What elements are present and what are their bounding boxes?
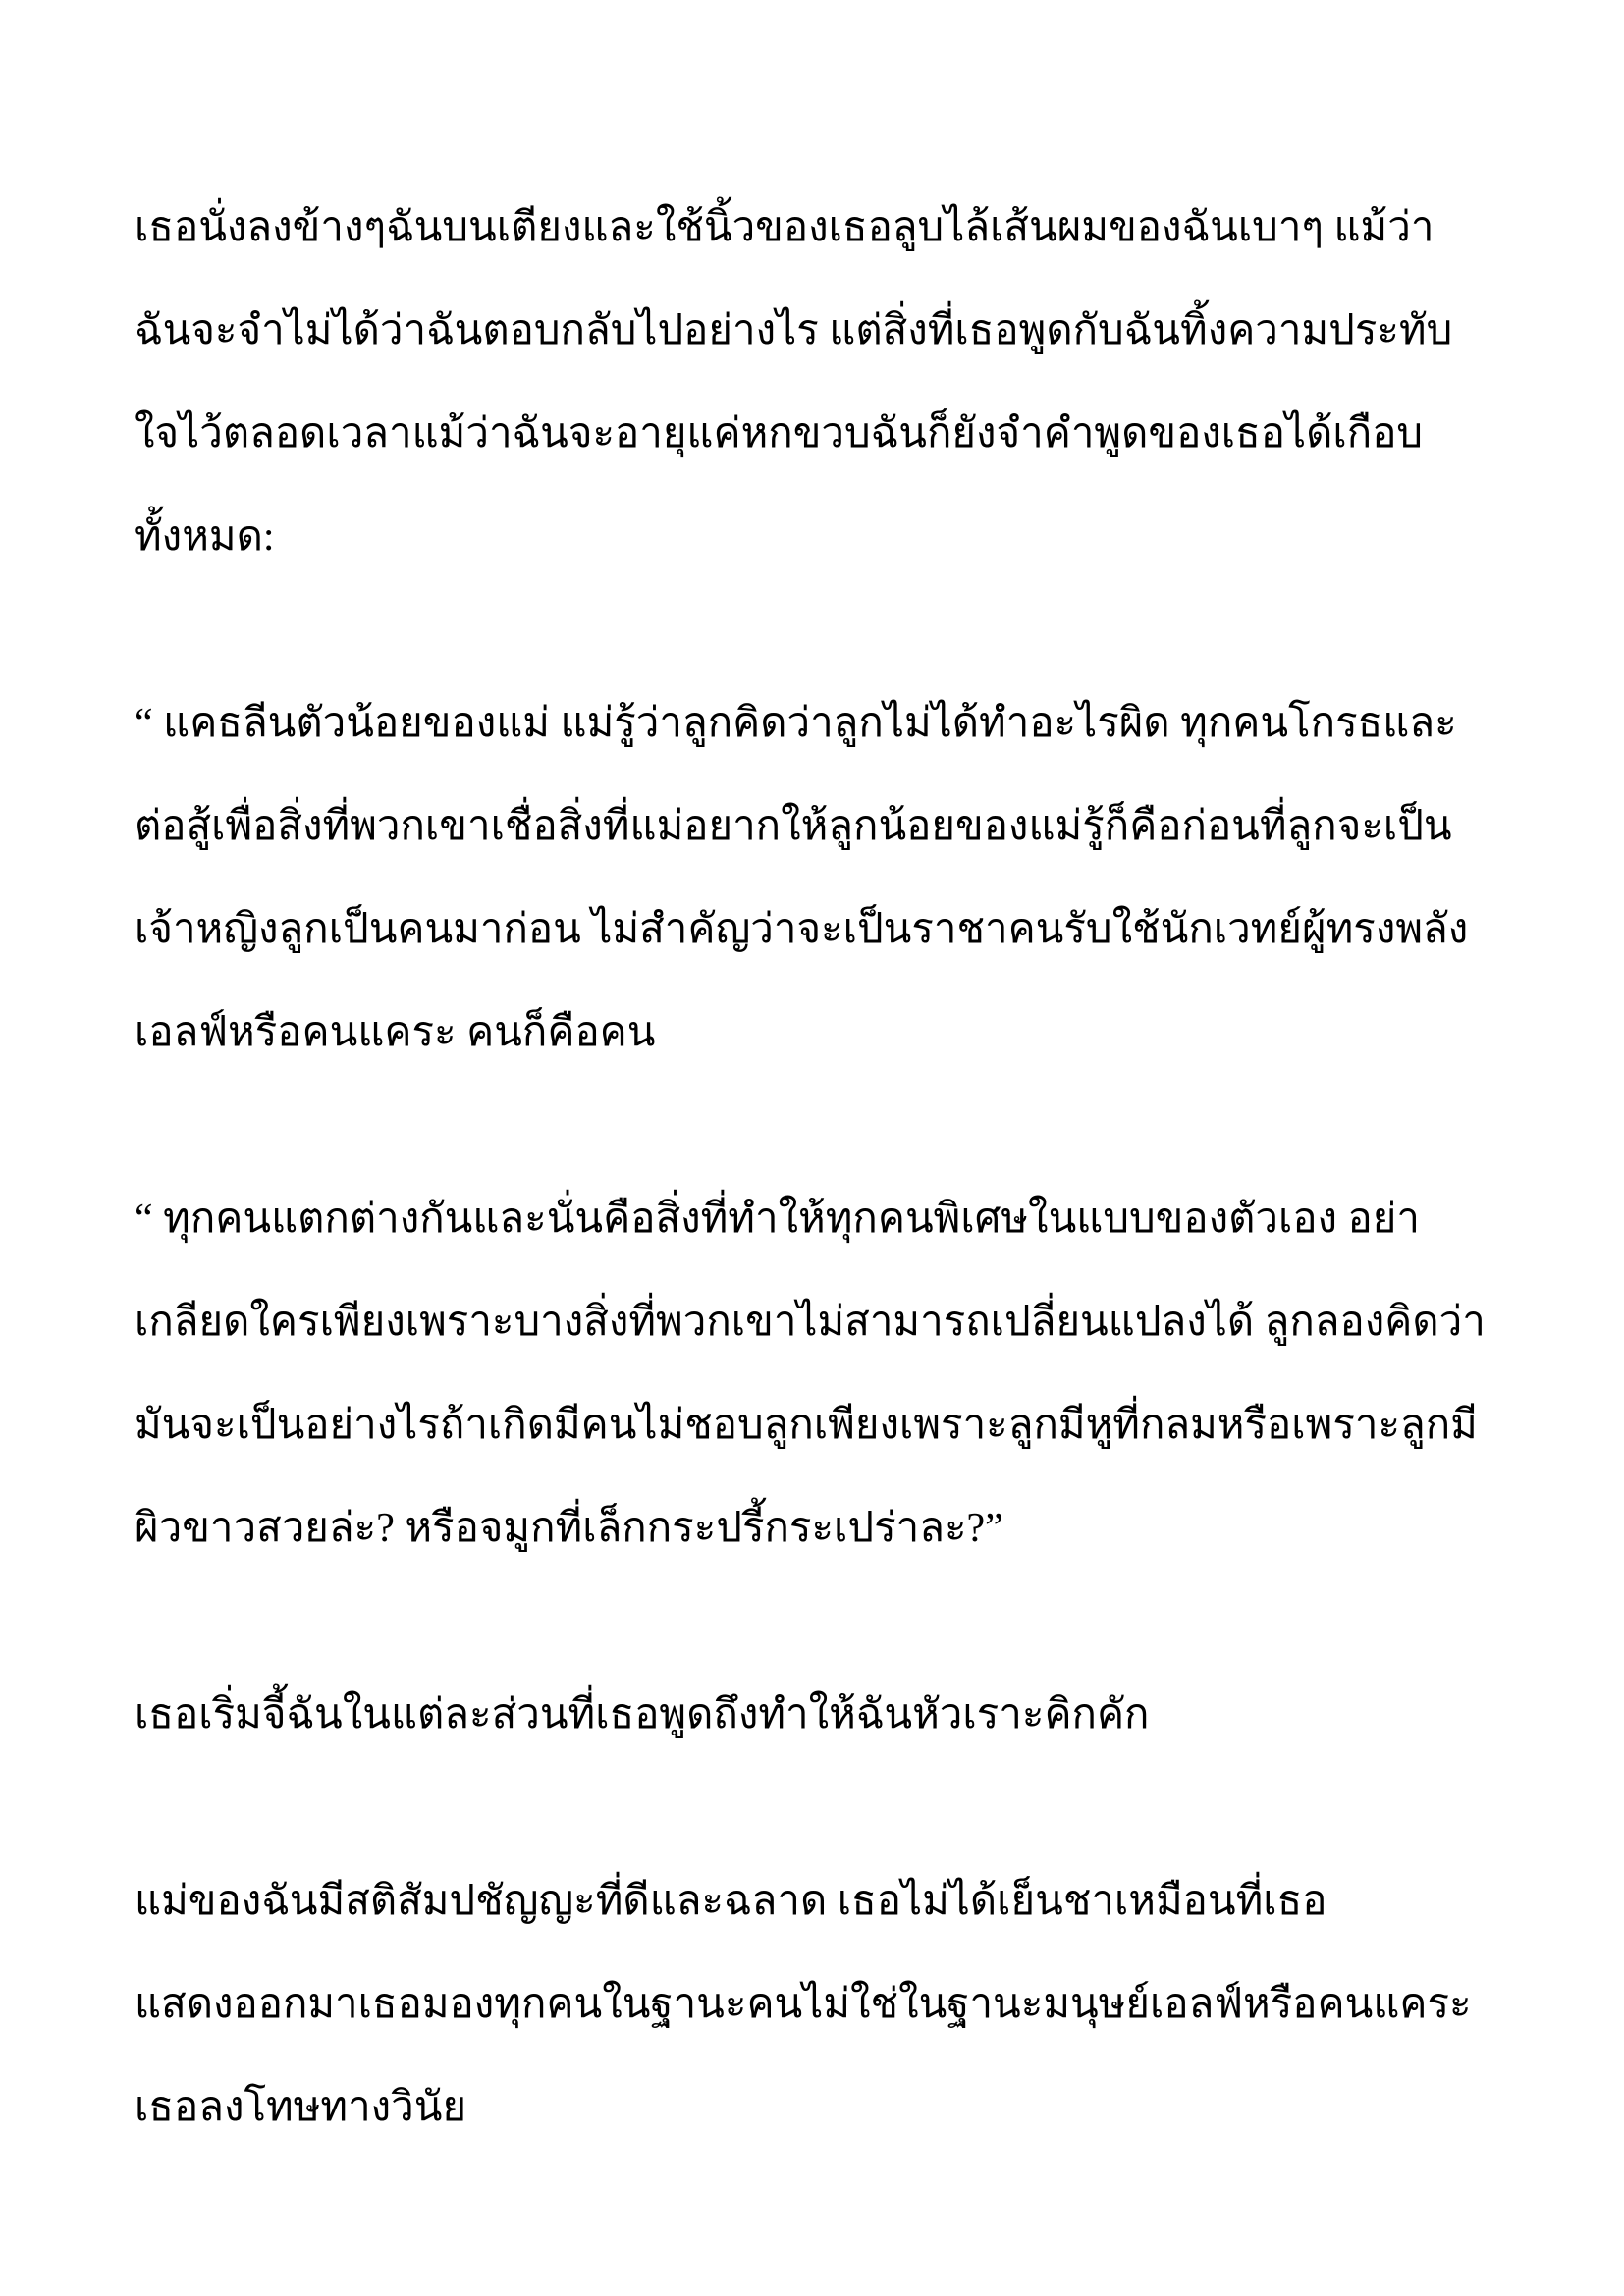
paragraph-4: เธอเริ่มจี้ฉันในแต่ละส่วนที่เธอพูดถึงทำให้ฉันหัวเราะคิกคัก: [135, 1692, 1150, 1737]
paragraph-3: “ ทุกคนแตกต่างกันและนั่นคือสิ่งที่ทำให้ทุกคนพิเศษในแบบของตัวเอง อย่าเกลียดใครเพียงเพราะบางสิ่งที่พวกเขาไม่สามารถเปลี่ยนแปลงได้ ลูกลองคิดว่ามันจะเป็นอย่างไรถ้าเกิดมีคนไม่ชอบลูกเพียงเพราะลูกมีหูที่กลมหรือเพราะลูกมีผิวขาวสวยล่ะ? หรือจมูกที่เล็กกระปรี้กระเปร่าละ?”: [135, 1197, 1486, 1551]
document-body: [135, 177, 1489, 2160]
paragraph-1: เธอนั่งลงข้างๆฉันบนเตียงและใช้นิ้วของเธอลูบไล้เส้นผมของฉันเบาๆ แม้ว่าฉันจะจำไม่ได้ว่าฉันตอบกลับไปอย่างไร แต่สิ่งที่เธอพูดกับฉันทิ้งความประทับใจไว้ตลอดเวลาแม้ว่าฉันจะอายุแค่หกขวบฉันก็ยังจำคำพูดของเธอได้เกือบทั้งหมด:: [135, 205, 1453, 560]
paragraph-5: แม่ของฉันมีสติสัมปชัญญะที่ดีและฉลาด เธอไม่ได้เย็นชาเหมือนที่เธอแสดงออกมาเธอมองทุกคนในฐานะคนไม่ใช่ในฐานะมนุษย์เอลฟ์หรือคนแคระ เธอลงโทษทางวินัย: [135, 1879, 1472, 2130]
paragraph-2: “ แคธลีนตัวน้อยของแม่ แม่รู้ว่าลูกคิดว่าลูกไม่ได้ทำอะไรผิด ทุกคนโกรธและต่อสู้เพื่อสิ่งที่พวกเขาเชื่อสิ่งที่แม่อยากให้ลูกน้อยของแม่รู้ก็คือก่อนที่ลูกจะเป็นเจ้าหญิงลูกเป็นคนมาก่อน ไม่สำคัญว่าจะเป็นราชาคนรับใช้นักเวทย์ผู้ทรงพลังเอลฟ์หรือคนแคระ คนก็คือคน: [135, 701, 1469, 1055]
